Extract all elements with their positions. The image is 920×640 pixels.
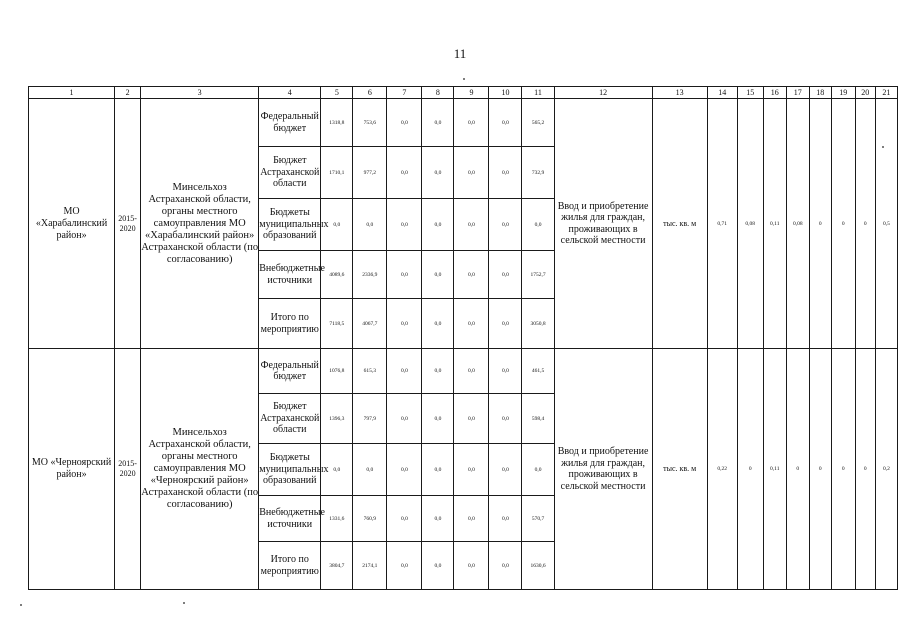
value-cell: 598,4 [522, 394, 554, 444]
indicator-cell: 0 [855, 349, 875, 590]
value-cell: 0,0 [422, 496, 454, 542]
column-header: 2 [115, 87, 141, 99]
activity-cell: Ввод и приобретение жилья для граждан, проживающих в сельской местности [554, 349, 652, 590]
value-cell: 1630,6 [522, 542, 554, 590]
indicator-cell: 0,08 [737, 99, 763, 349]
column-header: 8 [422, 87, 454, 99]
value-cell: 0,0 [489, 496, 522, 542]
value-cell: 0,0 [454, 444, 489, 496]
column-header: 21 [875, 87, 897, 99]
column-header: 17 [786, 87, 809, 99]
value-cell: 760,9 [353, 496, 387, 542]
column-header: 11 [522, 87, 554, 99]
scan-speck [183, 602, 185, 604]
value-cell: 0,0 [454, 299, 489, 349]
funding-source-cell: Федеральный бюджет [259, 99, 321, 147]
value-cell: 0,0 [422, 147, 454, 199]
value-cell: 0,0 [321, 199, 353, 251]
indicator-cell: 0,08 [786, 99, 809, 349]
column-header: 20 [855, 87, 875, 99]
value-cell: 0,0 [422, 349, 454, 394]
value-cell: 2336,9 [353, 251, 387, 299]
indicator-cell: 0,71 [707, 99, 737, 349]
value-cell: 0,0 [387, 251, 422, 299]
organization-cell: Минсельхоз Астраханской области, органы местного самоуправления МО «Черноярский район» Астраханской области (по согласованию) [141, 349, 259, 590]
value-cell: 0,0 [321, 444, 353, 496]
value-cell: 0,0 [422, 99, 454, 147]
funding-source-cell: Федеральный бюджет [259, 349, 321, 394]
activity-cell: Ввод и приобретение жилья для граждан, проживающих в сельской местности [554, 99, 652, 349]
value-cell: 0,0 [489, 394, 522, 444]
unit-cell: тыс. кв. м [652, 349, 707, 590]
value-cell: 570,7 [522, 496, 554, 542]
indicator-cell: 0 [809, 99, 831, 349]
value-cell: 0,0 [422, 444, 454, 496]
indicator-cell: 0 [831, 99, 855, 349]
unit-cell: тыс. кв. м [652, 99, 707, 349]
column-header: 6 [353, 87, 387, 99]
column-header: 10 [489, 87, 522, 99]
value-cell: 0,0 [489, 199, 522, 251]
value-cell: 797,9 [353, 394, 387, 444]
municipality-cell: МО «Харабалинский район» [29, 99, 115, 349]
indicator-cell: 0,11 [763, 349, 786, 590]
value-cell: 4067,7 [353, 299, 387, 349]
scan-speck [20, 604, 22, 606]
value-cell: 1396,3 [321, 394, 353, 444]
column-header: 7 [387, 87, 422, 99]
indicator-cell: 0 [786, 349, 809, 590]
value-cell: 0,0 [422, 542, 454, 590]
value-cell: 0,0 [387, 349, 422, 394]
value-cell: 0,0 [387, 444, 422, 496]
value-cell: 565,2 [522, 99, 554, 147]
value-cell: 4089,6 [321, 251, 353, 299]
value-cell: 3804,7 [321, 542, 353, 590]
value-cell: 0,0 [454, 251, 489, 299]
value-cell: 0,0 [422, 199, 454, 251]
value-cell: 0,0 [489, 147, 522, 199]
value-cell: 7118,5 [321, 299, 353, 349]
indicator-cell: 0,11 [763, 99, 786, 349]
funding-source-cell: Итого по мероприятию [259, 542, 321, 590]
value-cell: 0,0 [353, 199, 387, 251]
value-cell: 0,0 [489, 299, 522, 349]
column-header: 14 [707, 87, 737, 99]
period-cell: 2015-2020 [115, 99, 141, 349]
value-cell: 0,0 [454, 99, 489, 147]
indicator-cell: 0,22 [707, 349, 737, 590]
indicator-cell: 0 [831, 349, 855, 590]
indicator-cell: 0,5 [875, 99, 897, 349]
column-header: 4 [259, 87, 321, 99]
value-cell: 0,0 [454, 496, 489, 542]
value-cell: 0,0 [387, 99, 422, 147]
funding-source-cell: Внебюджетные источники [259, 496, 321, 542]
value-cell: 0,0 [454, 147, 489, 199]
scan-speck [463, 78, 465, 80]
value-cell: 0,0 [387, 542, 422, 590]
value-cell: 1752,7 [522, 251, 554, 299]
table-row [29, 349, 898, 394]
period-cell: 2015-2020 [115, 349, 141, 590]
funding-source-cell: Бюджет Астраханской области [259, 394, 321, 444]
organization-cell: Минсельхоз Астраханской области, органы местного самоуправления МО «Харабалинский район» Астраханской области (по согласованию) [141, 99, 259, 349]
column-header: 13 [652, 87, 707, 99]
column-header: 15 [737, 87, 763, 99]
column-header: 5 [321, 87, 353, 99]
value-cell: 0,0 [387, 394, 422, 444]
value-cell: 0,0 [387, 496, 422, 542]
value-cell: 3050,8 [522, 299, 554, 349]
value-cell: 615,3 [353, 349, 387, 394]
value-cell: 0,0 [489, 444, 522, 496]
value-cell: 0,0 [387, 199, 422, 251]
value-cell: 2174,1 [353, 542, 387, 590]
municipality-cell: МО «Черноярский район» [29, 349, 115, 590]
value-cell: 0,0 [454, 349, 489, 394]
value-cell: 0,0 [454, 394, 489, 444]
column-header: 9 [454, 87, 489, 99]
indicator-cell: 0 [737, 349, 763, 590]
scan-speck [882, 146, 884, 148]
value-cell: 0,0 [422, 251, 454, 299]
column-header: 16 [763, 87, 786, 99]
funding-source-cell: Бюджеты муниципальных образований [259, 199, 321, 251]
value-cell: 461,5 [522, 349, 554, 394]
column-header: 19 [831, 87, 855, 99]
column-header: 12 [554, 87, 652, 99]
value-cell: 0,0 [353, 444, 387, 496]
program-table [28, 86, 898, 590]
column-header: 18 [809, 87, 831, 99]
value-cell: 0,0 [489, 99, 522, 147]
funding-source-cell: Внебюджетные источники [259, 251, 321, 299]
value-cell: 0,0 [454, 199, 489, 251]
value-cell: 1318,8 [321, 99, 353, 147]
value-cell: 0,0 [522, 199, 554, 251]
value-cell: 0,0 [387, 147, 422, 199]
indicator-cell: 0 [809, 349, 831, 590]
value-cell: 753,6 [353, 99, 387, 147]
column-header: 1 [29, 87, 115, 99]
value-cell: 0,0 [387, 299, 422, 349]
value-cell: 1710,1 [321, 147, 353, 199]
indicator-cell: 0,2 [875, 349, 897, 590]
value-cell: 0,0 [489, 542, 522, 590]
indicator-cell: 0 [855, 99, 875, 349]
funding-source-cell: Бюджет Астраханской области [259, 147, 321, 199]
funding-source-cell: Итого по мероприятию [259, 299, 321, 349]
value-cell: 977,2 [353, 147, 387, 199]
value-cell: 0,0 [454, 542, 489, 590]
value-cell: 0,0 [489, 349, 522, 394]
value-cell: 1076,8 [321, 349, 353, 394]
value-cell: 1331,6 [321, 496, 353, 542]
value-cell: 0,0 [422, 394, 454, 444]
value-cell: 732,9 [522, 147, 554, 199]
page-number: 11 [453, 46, 467, 61]
column-header: 3 [141, 87, 259, 99]
value-cell: 0,0 [489, 251, 522, 299]
header-row [29, 87, 898, 99]
funding-source-cell: Бюджеты муниципальных образований [259, 444, 321, 496]
value-cell: 0,0 [422, 299, 454, 349]
table-row [29, 99, 898, 147]
value-cell: 0,0 [522, 444, 554, 496]
